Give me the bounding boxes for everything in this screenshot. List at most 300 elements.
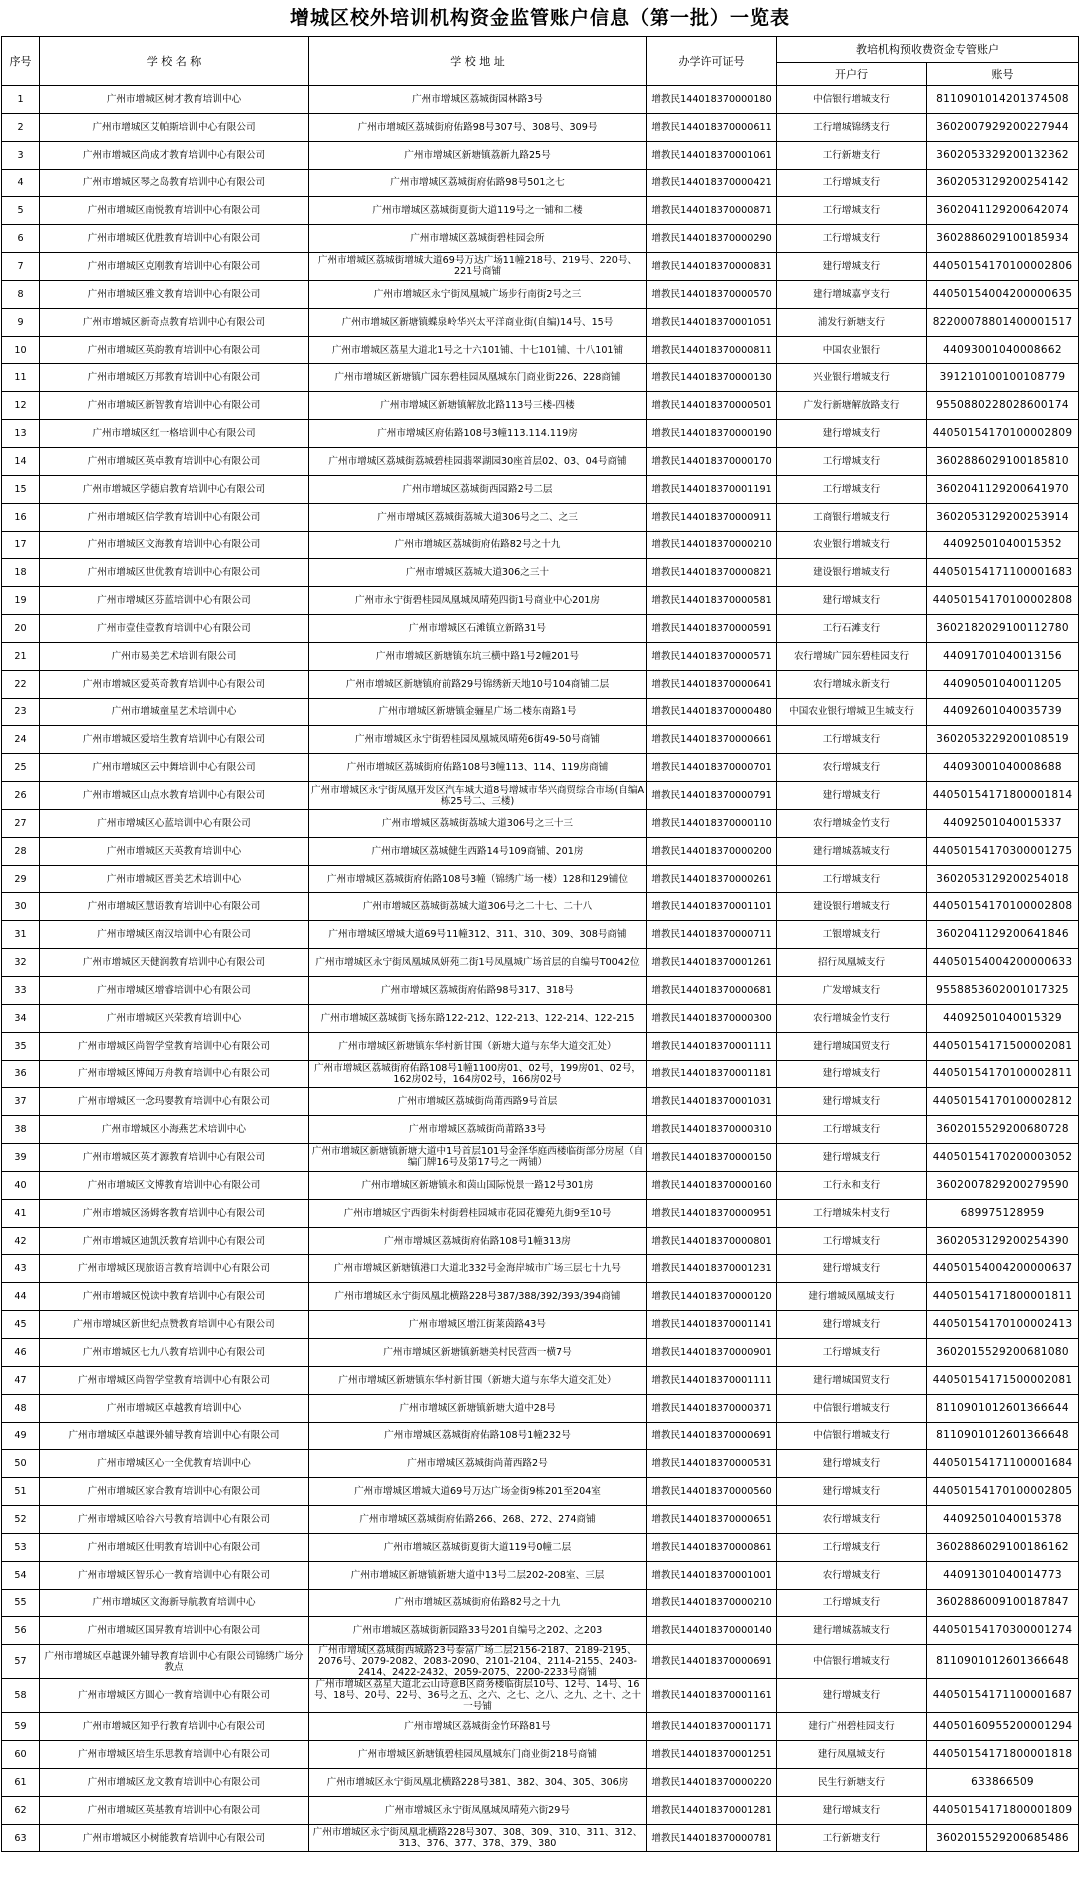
cell-license: 增教民144018370000531 [647, 1450, 777, 1478]
cell-license: 增教民144018370000811 [647, 336, 777, 364]
cell-address: 广州市增城区新塘镇蝶泉岭华兴太平洋商业街(自编)14号、15号 [309, 308, 647, 336]
table-row [2, 1060, 1079, 1088]
cell-address: 广州市增城区永宁街凤凰城广场步行南街2号之三 [309, 280, 647, 308]
table-row [2, 921, 1079, 949]
account-table [1, 36, 1079, 1852]
cell-bank: 中国农业银行增城卫生城支行 [777, 698, 927, 726]
cell-address: 广州市增城区新塘镇新塘大道中13号二层202-208室、三层 [309, 1561, 647, 1589]
cell-address: 广州市增城区荔城街夏街大道119号0幢二层 [309, 1533, 647, 1561]
cell-address: 广州市增城区荔城街西园路2号二层 [309, 475, 647, 503]
cell-license: 增教民144018370001161 [647, 1679, 777, 1713]
table-row [2, 253, 1079, 281]
cell-school: 广州市增城区小海燕艺术培训中心 [40, 1116, 309, 1144]
cell-bank: 建行增城支行 [777, 1311, 927, 1339]
cell-address: 广州市增城区新塘镇东华村新甘围（新塘大道与东华大道交汇处） [309, 1366, 647, 1394]
cell-account: 9558853602001017325 [927, 977, 1079, 1005]
cell-bank: 建行增城支行 [777, 782, 927, 810]
cell-license: 增教民144018370001231 [647, 1255, 777, 1283]
cell-account: 689975128959 [927, 1199, 1079, 1227]
cell-license: 增教民144018370000200 [647, 837, 777, 865]
cell-seq: 41 [2, 1199, 40, 1227]
cell-seq: 20 [2, 615, 40, 643]
cell-school: 广州市增城区一念玛婴教育培训中心有限公司 [40, 1088, 309, 1116]
cell-license: 增教民144018370000180 [647, 86, 777, 114]
cell-address: 广州市增城区荔城街府佑路108号1幢232号 [309, 1422, 647, 1450]
table-row [2, 726, 1079, 754]
cell-account: 44050154170300001274 [927, 1617, 1079, 1645]
table-row [2, 364, 1079, 392]
cell-address: 广州市增城区荔城街飞扬东路122-212、122-213、122-214、122-215 [309, 1004, 647, 1032]
cell-bank: 工行增城支行 [777, 1227, 927, 1255]
cell-seq: 5 [2, 197, 40, 225]
table-row [2, 1255, 1079, 1283]
cell-bank: 广发行新塘解放路支行 [777, 392, 927, 420]
table-row [2, 615, 1079, 643]
cell-school: 广州市增城区迪凯沃教育培训中心有限公司 [40, 1227, 309, 1255]
cell-address: 广州市增城区荔城街府佑路108号3幢113、114、119房商铺 [309, 754, 647, 782]
cell-address: 广州市增城区荔城街府佑路266、268、272、274商铺 [309, 1506, 647, 1534]
cell-account: 9550880228028600174 [927, 392, 1079, 420]
cell-seq: 50 [2, 1450, 40, 1478]
cell-seq: 10 [2, 336, 40, 364]
cell-school: 广州市增城区琴之岛教育培训中心有限公司 [40, 169, 309, 197]
table-row [2, 1561, 1079, 1589]
cell-license: 增教民144018370000691 [647, 1645, 777, 1679]
cell-account: 44050154004200000635 [927, 280, 1079, 308]
cell-seq: 36 [2, 1060, 40, 1088]
cell-seq: 37 [2, 1088, 40, 1116]
cell-license: 增教民144018370000130 [647, 364, 777, 392]
cell-bank: 建行增城凤凰城支行 [777, 1283, 927, 1311]
cell-bank: 工行增城支行 [777, 1589, 927, 1617]
cell-bank: 建行增城国贸支行 [777, 1366, 927, 1394]
cell-account: 44050154004200000633 [927, 949, 1079, 977]
cell-seq: 56 [2, 1617, 40, 1645]
cell-license: 增教民144018370000701 [647, 754, 777, 782]
cell-seq: 61 [2, 1768, 40, 1796]
cell-account: 3602182029100112780 [927, 615, 1079, 643]
table-body [2, 86, 1079, 1852]
cell-school: 广州市增城区卓越课外辅导教育培训中心有限公司锦绣广场分教点 [40, 1645, 309, 1679]
table-row [2, 531, 1079, 559]
cell-school: 广州市增城区博闻万舟教育培训中心有限公司 [40, 1060, 309, 1088]
cell-seq: 23 [2, 698, 40, 726]
cell-seq: 28 [2, 837, 40, 865]
cell-account: 44050154171800001809 [927, 1796, 1079, 1824]
cell-address: 广州市增城区永宁街凤凰北横路228号381、382、304、305、306房 [309, 1768, 647, 1796]
cell-account: 44050154170100002808 [927, 587, 1079, 615]
header-address: 学 校 地 址 [309, 37, 647, 86]
cell-seq: 57 [2, 1645, 40, 1679]
table-row [2, 1506, 1079, 1534]
table-row [2, 698, 1079, 726]
cell-address: 广州市增城区增城大道69号万达广场金街9栋201至204室 [309, 1478, 647, 1506]
cell-school: 广州市增城区新世纪点赞教育培训中心有限公司 [40, 1311, 309, 1339]
cell-address: 广州市增城区增城大道69号11幢312、311、310、309、308号商铺 [309, 921, 647, 949]
cell-license: 增教民144018370000901 [647, 1338, 777, 1366]
table-row [2, 447, 1079, 475]
cell-license: 增教民144018370001001 [647, 1561, 777, 1589]
cell-account: 391210100100108779 [927, 364, 1079, 392]
cell-seq: 60 [2, 1741, 40, 1769]
cell-bank: 工行增城支行 [777, 1338, 927, 1366]
cell-account: 44050154170100002811 [927, 1060, 1079, 1088]
cell-school: 广州市增城区增睿培训中心有限公司 [40, 977, 309, 1005]
cell-account: 44091701040013156 [927, 642, 1079, 670]
cell-account: 3602053129200254390 [927, 1227, 1079, 1255]
cell-license: 增教民144018370000661 [647, 726, 777, 754]
cell-seq: 62 [2, 1796, 40, 1824]
cell-license: 增教民144018370000220 [647, 1768, 777, 1796]
cell-license: 增教民144018370000801 [647, 1227, 777, 1255]
table-row [2, 837, 1079, 865]
cell-account: 3602053129200254142 [927, 169, 1079, 197]
table-row [2, 1171, 1079, 1199]
cell-license: 增教民144018370000781 [647, 1824, 777, 1852]
cell-bank: 建行增城支行 [777, 1060, 927, 1088]
cell-address: 广州市增城区荔城街碧桂园会所 [309, 225, 647, 253]
cell-address: 广州市增城区荔城街增城大道69号万达广场11幢218号、219号、220号、221号商铺 [309, 253, 647, 281]
cell-school: 广州市增城区英才源教育培训中心有限公司 [40, 1144, 309, 1172]
cell-school: 广州市增城区尚智学堂教育培训中心有限公司 [40, 1366, 309, 1394]
cell-seq: 9 [2, 308, 40, 336]
cell-license: 增教民144018370000911 [647, 503, 777, 531]
cell-account: 44050154170100002812 [927, 1088, 1079, 1116]
table-row [2, 670, 1079, 698]
cell-address: 广州市增城区新塘镇金骊星广场二楼东南路1号 [309, 698, 647, 726]
cell-bank: 建行增城支行 [777, 1679, 927, 1713]
cell-bank: 工商银行增城支行 [777, 503, 927, 531]
cell-license: 增教民144018370000310 [647, 1116, 777, 1144]
table-row [2, 1450, 1079, 1478]
cell-bank: 建行增城国贸支行 [777, 1032, 927, 1060]
table-row [2, 1116, 1079, 1144]
table-row [2, 1394, 1079, 1422]
cell-license: 增教民144018370000150 [647, 1144, 777, 1172]
cell-address: 广州市增城区荔城街荔城大道306号之二、之三 [309, 503, 647, 531]
cell-bank: 农行增城广园东碧桂园支行 [777, 642, 927, 670]
cell-bank: 建设银行增城支行 [777, 559, 927, 587]
cell-license: 增教民144018370000190 [647, 420, 777, 448]
table-row [2, 392, 1079, 420]
table-row [2, 197, 1079, 225]
cell-school: 广州市增城区悦读中教育培训中心有限公司 [40, 1283, 309, 1311]
cell-account: 633866509 [927, 1768, 1079, 1796]
cell-account: 44092501040015337 [927, 809, 1079, 837]
cell-seq: 24 [2, 726, 40, 754]
cell-school: 广州市增城区仕明教育培训中心有限公司 [40, 1533, 309, 1561]
cell-school: 广州市增城区慧语教育培训中心有限公司 [40, 893, 309, 921]
cell-account: 44050154170300001275 [927, 837, 1079, 865]
cell-address: 广州市增城区新塘镇解放北路113号三楼-四楼 [309, 392, 647, 420]
cell-license: 增教民144018370000861 [647, 1533, 777, 1561]
cell-address: 广州市增城区新塘镇新塘大道中28号 [309, 1394, 647, 1422]
cell-address: 广州市增城区荔城街西城路23号泰富广场二层2156-2187、2189-2195、2076号、2079-2082、2083-2090、2101-2104、2114-2155、2403-2414、2422-2432、2059-2075、2200-2233号商铺 [309, 1645, 647, 1679]
cell-account: 3602886009100187847 [927, 1589, 1079, 1617]
table-row [2, 1311, 1079, 1339]
cell-account: 3602015529200685486 [927, 1824, 1079, 1852]
cell-address: 广州市增城区荔城街府佑路98号317、318号 [309, 977, 647, 1005]
cell-license: 增教民144018370000651 [647, 1506, 777, 1534]
cell-license: 增教民144018370000120 [647, 1283, 777, 1311]
cell-license: 增教民144018370001251 [647, 1741, 777, 1769]
cell-account: 3602007929200227944 [927, 113, 1079, 141]
cell-seq: 55 [2, 1589, 40, 1617]
cell-school: 广州市增城区世优教育培训中心有限公司 [40, 559, 309, 587]
cell-seq: 43 [2, 1255, 40, 1283]
cell-bank: 建设银行增城支行 [777, 893, 927, 921]
cell-seq: 49 [2, 1422, 40, 1450]
cell-school: 广州市增城区南汉培训中心有限公司 [40, 921, 309, 949]
cell-address: 广州市增城区永宁街凤凰北横路228号387/388/392/393/394商铺 [309, 1283, 647, 1311]
cell-account: 3602886029100186162 [927, 1533, 1079, 1561]
header-account-group: 教培机构预收费资金专管账户 [777, 37, 1079, 63]
cell-address: 广州市增城区新塘镇广园东碧桂园凤凰城东门商业街226、228商铺 [309, 364, 647, 392]
table-row [2, 280, 1079, 308]
cell-school: 广州市增城区智乐心一教育培训中心有限公司 [40, 1561, 309, 1589]
cell-license: 增教民144018370000571 [647, 642, 777, 670]
cell-school: 广州市增城区新奇点教育培训中心有限公司 [40, 308, 309, 336]
cell-school: 广州市增城区云中舞培训中心有限公司 [40, 754, 309, 782]
cell-account: 44050154171100001684 [927, 1450, 1079, 1478]
cell-license: 增教民144018370000421 [647, 169, 777, 197]
cell-bank: 工行增城支行 [777, 475, 927, 503]
header-license: 办学许可证号 [647, 37, 777, 86]
cell-school: 广州市增城区新智教育培训中心有限公司 [40, 392, 309, 420]
table-row [2, 949, 1079, 977]
cell-address: 广州市增城区新塘镇荔新九路25号 [309, 141, 647, 169]
cell-school: 广州市增城区南悦教育培训中心有限公司 [40, 197, 309, 225]
table-row [2, 1589, 1079, 1617]
cell-school: 广州市增城区天英教育培训中心 [40, 837, 309, 865]
table-row [2, 503, 1079, 531]
cell-account: 3602041129200641846 [927, 921, 1079, 949]
cell-seq: 58 [2, 1679, 40, 1713]
cell-license: 增教民144018370000711 [647, 921, 777, 949]
cell-license: 增教民144018370001111 [647, 1032, 777, 1060]
header-account: 账号 [927, 63, 1079, 86]
cell-seq: 32 [2, 949, 40, 977]
cell-license: 增教民144018370001051 [647, 308, 777, 336]
table-row [2, 642, 1079, 670]
cell-seq: 46 [2, 1338, 40, 1366]
cell-license: 增教民144018370000170 [647, 447, 777, 475]
cell-seq: 63 [2, 1824, 40, 1852]
cell-bank: 中信银行增城支行 [777, 86, 927, 114]
table-row [2, 113, 1079, 141]
cell-school: 广州市增城区尚智学堂教育培训中心有限公司 [40, 1032, 309, 1060]
table-row [2, 1144, 1079, 1172]
cell-account: 8110901012601366644 [927, 1394, 1079, 1422]
cell-address: 广州市增城区荔城街府佑路98号501之七 [309, 169, 647, 197]
cell-license: 增教民144018370001261 [647, 949, 777, 977]
cell-seq: 44 [2, 1283, 40, 1311]
cell-bank: 建行凤凰城支行 [777, 1741, 927, 1769]
cell-address: 广州市增城区永宁街凤凰城凤晴苑六街29号 [309, 1796, 647, 1824]
cell-school: 广州市增城区芬蓝培训中心有限公司 [40, 587, 309, 615]
cell-bank: 中信银行增城支行 [777, 1394, 927, 1422]
cell-address: 广州市增城区增江街莱茵路43号 [309, 1311, 647, 1339]
cell-school: 广州市增城区万邦教育培训中心有限公司 [40, 364, 309, 392]
cell-seq: 4 [2, 169, 40, 197]
cell-account: 44091301040014773 [927, 1561, 1079, 1589]
table-row [2, 86, 1079, 114]
cell-account: 44050154171800001818 [927, 1741, 1079, 1769]
table-row [2, 1088, 1079, 1116]
cell-seq: 16 [2, 503, 40, 531]
table-row [2, 1199, 1079, 1227]
table-row [2, 587, 1079, 615]
table-row [2, 1796, 1079, 1824]
table-row [2, 1645, 1079, 1679]
cell-license: 增教民144018370000560 [647, 1478, 777, 1506]
table-row [2, 1824, 1079, 1852]
cell-seq: 14 [2, 447, 40, 475]
cell-seq: 11 [2, 364, 40, 392]
cell-bank: 招行凤凰城支行 [777, 949, 927, 977]
cell-account: 3602015529200681080 [927, 1338, 1079, 1366]
cell-bank: 建行广州碧桂园支行 [777, 1713, 927, 1741]
cell-account: 44050154171500002081 [927, 1032, 1079, 1060]
cell-bank: 建行增城支行 [777, 587, 927, 615]
cell-bank: 建行增城支行 [777, 253, 927, 281]
cell-bank: 广发增城支行 [777, 977, 927, 1005]
cell-address: 广州市增城区新塘镇府前路29号锦绣新天地10号104商铺二层 [309, 670, 647, 698]
cell-license: 增教民144018370000300 [647, 1004, 777, 1032]
cell-address: 广州市增城区新塘镇碧桂园凤凰城东门商业街218号商铺 [309, 1741, 647, 1769]
header-bank: 开户行 [777, 63, 927, 86]
cell-school: 广州市增城区爱英奇教育培训中心有限公司 [40, 670, 309, 698]
cell-bank: 农行增城支行 [777, 754, 927, 782]
cell-address: 广州市增城区荔城街尚莆路33号 [309, 1116, 647, 1144]
cell-seq: 25 [2, 754, 40, 782]
cell-address: 广州市增城区荔城街府佑路98号307号、308号、309号 [309, 113, 647, 141]
cell-license: 增教民144018370001031 [647, 1088, 777, 1116]
table-row [2, 1478, 1079, 1506]
cell-bank: 建行增城支行 [777, 1478, 927, 1506]
cell-bank: 工行增城支行 [777, 197, 927, 225]
cell-seq: 7 [2, 253, 40, 281]
cell-school: 广州市增城区雅文教育培训中心有限公司 [40, 280, 309, 308]
cell-school: 广州市增城区山点水教育培训中心有限公司 [40, 782, 309, 810]
cell-account: 44050160955200001294 [927, 1713, 1079, 1741]
cell-seq: 19 [2, 587, 40, 615]
table-row [2, 1227, 1079, 1255]
cell-school: 广州市增城区晋美艺术培训中心 [40, 865, 309, 893]
cell-seq: 29 [2, 865, 40, 893]
cell-seq: 48 [2, 1394, 40, 1422]
cell-account: 8110901012601366648 [927, 1422, 1079, 1450]
cell-seq: 15 [2, 475, 40, 503]
cell-seq: 6 [2, 225, 40, 253]
cell-license: 增教民144018370000681 [647, 977, 777, 1005]
cell-account: 3602041129200641970 [927, 475, 1079, 503]
cell-license: 增教民144018370001141 [647, 1311, 777, 1339]
cell-license: 增教民144018370000821 [647, 559, 777, 587]
cell-license: 增教民144018370001281 [647, 1796, 777, 1824]
cell-address: 广州市增城区荔城街府佑路108号1幢313房 [309, 1227, 647, 1255]
cell-bank: 工行增城支行 [777, 169, 927, 197]
cell-address: 广州市增城区荔城街荔城大道306号之三十三 [309, 809, 647, 837]
cell-address: 广州市增城区永宁街凤凰北横路228号307、308、309、310、311、312、313、376、377、378、379、380 [309, 1824, 647, 1852]
cell-seq: 35 [2, 1032, 40, 1060]
cell-seq: 59 [2, 1713, 40, 1741]
table-row [2, 1713, 1079, 1741]
cell-school: 广州市增城区哈谷六号教育培训中心有限公司 [40, 1506, 309, 1534]
cell-school: 广州市增城区卓越教育培训中心 [40, 1394, 309, 1422]
cell-seq: 18 [2, 559, 40, 587]
cell-address: 广州市增城区石滩镇立新路31号 [309, 615, 647, 643]
cell-account: 44092501040015352 [927, 531, 1079, 559]
cell-account: 3602015529200680728 [927, 1116, 1079, 1144]
cell-school: 广州市增城区七九八教育培训中心有限公司 [40, 1338, 309, 1366]
cell-account: 44092501040015378 [927, 1506, 1079, 1534]
cell-bank: 工行永和支行 [777, 1171, 927, 1199]
cell-seq: 38 [2, 1116, 40, 1144]
cell-account: 44050154171800001811 [927, 1283, 1079, 1311]
cell-seq: 31 [2, 921, 40, 949]
cell-school: 广州市增城区方圆心一教育培训中心有限公司 [40, 1679, 309, 1713]
cell-bank: 建行增城支行 [777, 1088, 927, 1116]
table-row [2, 1032, 1079, 1060]
cell-school: 广州市增城区心一全优教育培训中心 [40, 1450, 309, 1478]
cell-license: 增教民144018370000261 [647, 865, 777, 893]
cell-license: 增教民144018370000591 [647, 615, 777, 643]
cell-school: 广州市增城区英卓教育培训中心有限公司 [40, 447, 309, 475]
cell-school: 广州市增城区天健润教育培训中心有限公司 [40, 949, 309, 977]
cell-seq: 22 [2, 670, 40, 698]
cell-license: 增教民144018370000501 [647, 392, 777, 420]
cell-address: 广州市增城区荔城街荔城碧桂园翡翠湖园30座首层02、03、04号商铺 [309, 447, 647, 475]
cell-license: 增教民144018370000951 [647, 1199, 777, 1227]
cell-address: 广州市增城区新塘镇新塘美村民营西一横7号 [309, 1338, 647, 1366]
cell-school: 广州市增城区英韵教育培训中心有限公司 [40, 336, 309, 364]
cell-school: 广州市增城区文博教育培训中心有限公司 [40, 1171, 309, 1199]
cell-school: 广州市增城区兴荣教育培训中心 [40, 1004, 309, 1032]
cell-address: 广州市增城区荔城街府佑路108号1幢1100房01、02号，199房01、02号，162房02号，164房02号，166房02号 [309, 1060, 647, 1088]
table-row [2, 559, 1079, 587]
cell-bank: 浦发行新塘支行 [777, 308, 927, 336]
cell-license: 增教民144018370000290 [647, 225, 777, 253]
cell-account: 3602886029100185934 [927, 225, 1079, 253]
cell-account: 44092501040015329 [927, 1004, 1079, 1032]
cell-address: 广州市增城区荔城街金竹环路81号 [309, 1713, 647, 1741]
cell-seq: 26 [2, 782, 40, 810]
cell-seq: 42 [2, 1227, 40, 1255]
cell-license: 增教民144018370001171 [647, 1713, 777, 1741]
cell-address: 广州市增城区荔城街夏街大道119号之一铺和二楼 [309, 197, 647, 225]
cell-bank: 建行增城嘉亨支行 [777, 280, 927, 308]
cell-seq: 17 [2, 531, 40, 559]
cell-bank: 中国农业银行 [777, 336, 927, 364]
cell-address: 广州市增城区宁西街朱村街碧桂园城市花园花瓣苑九街9至10号 [309, 1199, 647, 1227]
cell-address: 广州市增城区荔城健生西路14号109商铺、201房 [309, 837, 647, 865]
cell-school: 广州市增城区家合教育培训中心有限公司 [40, 1478, 309, 1506]
table-row [2, 893, 1079, 921]
cell-seq: 12 [2, 392, 40, 420]
cell-bank: 工行增城支行 [777, 225, 927, 253]
cell-account: 44050154171500002081 [927, 1366, 1079, 1394]
cell-address: 广州市增城区永宁街凤凰城凤妍苑二街1号凤凰城广场首层的自编号T0042位 [309, 949, 647, 977]
cell-address: 广州市增城区新塘镇东华村新甘围（新塘大道与东华大道交汇处） [309, 1032, 647, 1060]
cell-license: 增教民144018370001181 [647, 1060, 777, 1088]
cell-bank: 农行增城金竹支行 [777, 1004, 927, 1032]
cell-address: 广州市增城区府佑路108号3幢113.114.119房 [309, 420, 647, 448]
table-row [2, 1768, 1079, 1796]
cell-account: 8110901014201374508 [927, 86, 1079, 114]
cell-bank: 工行增城锦绣支行 [777, 113, 927, 141]
table-row [2, 754, 1079, 782]
